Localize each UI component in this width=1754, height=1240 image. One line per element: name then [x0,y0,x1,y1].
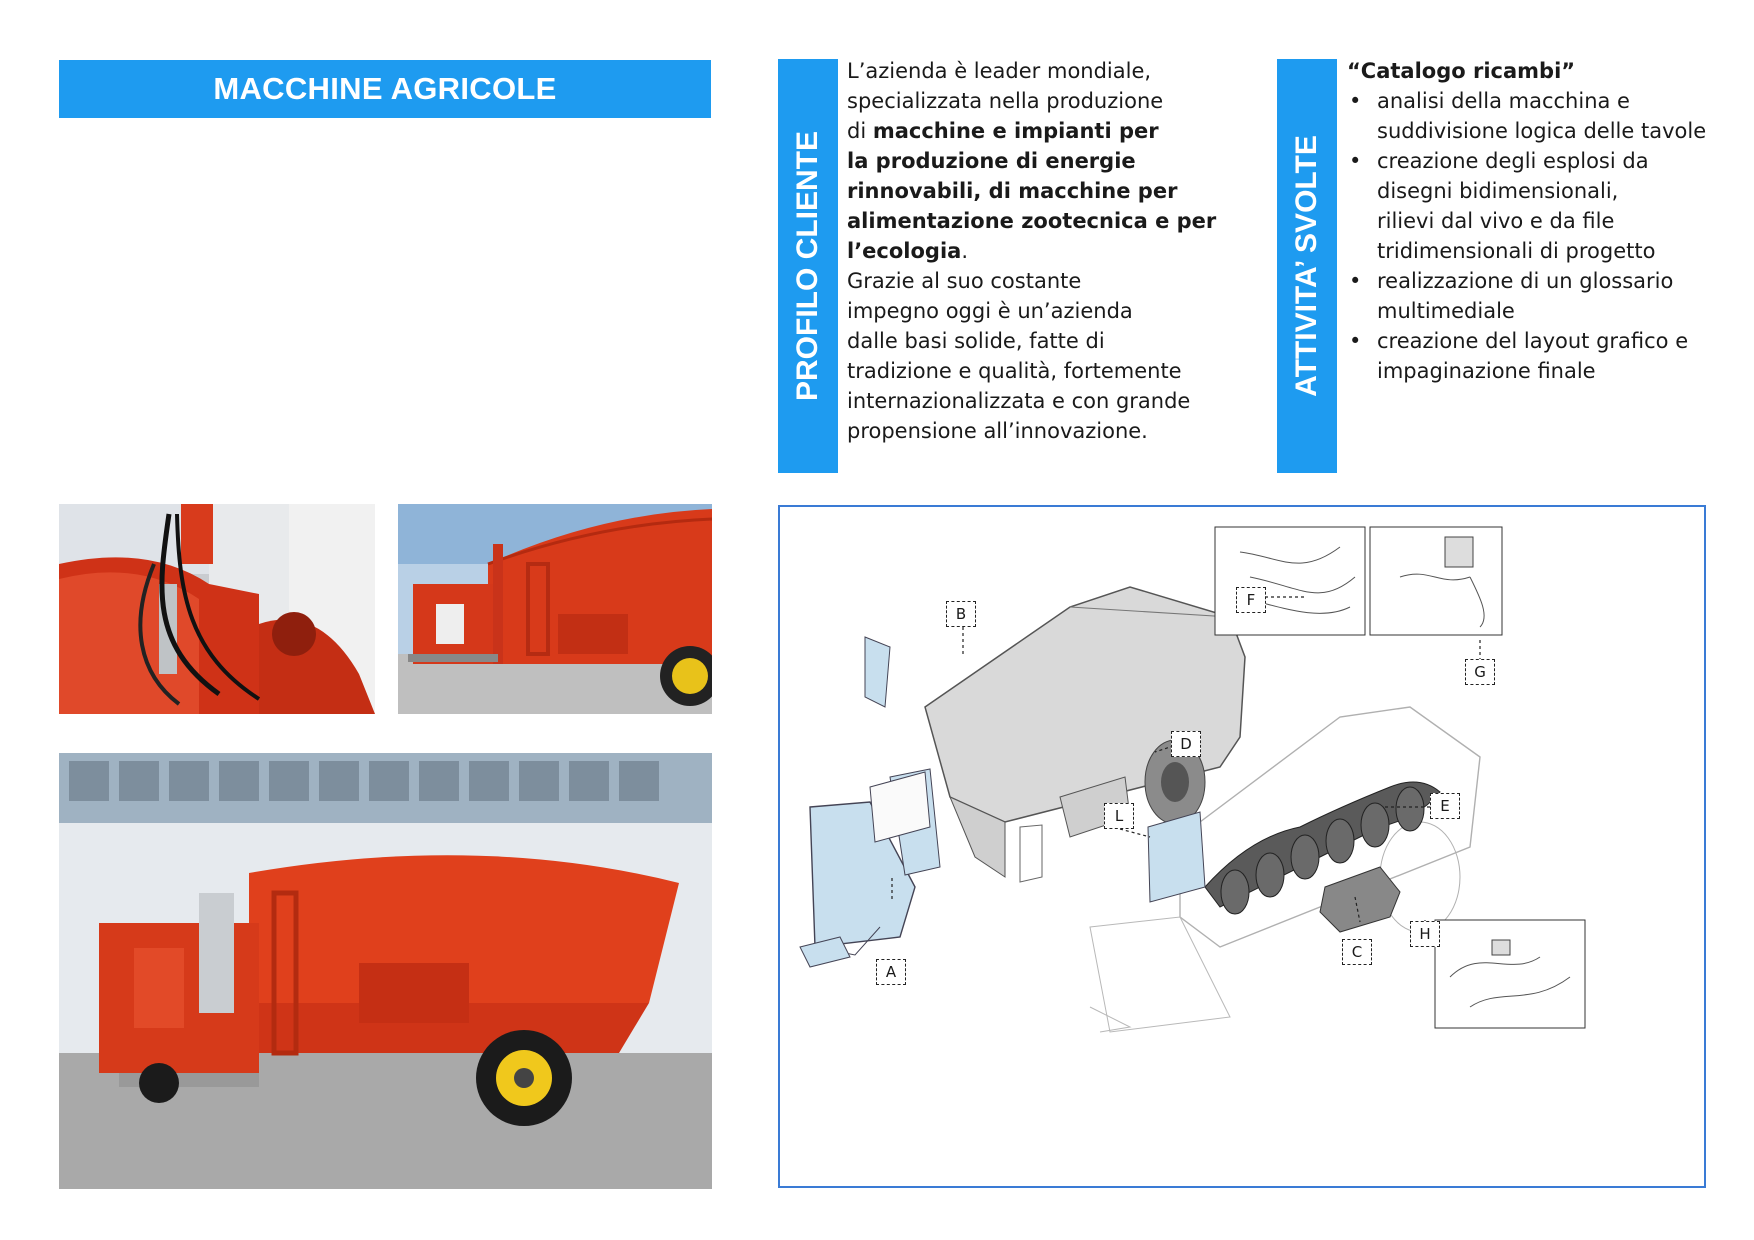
profile-text-run: . [961,239,969,263]
activity-item [1347,266,1747,326]
activity-line: tridimensionali di progetto [1377,239,1656,263]
activities-block [1347,56,1747,386]
profile-tab-label: PROFILO CLIENTE [791,131,824,401]
profile-text-run: la produzione di energie [847,149,1136,173]
activity-line: • creazione del layout grafico e [1377,329,1689,353]
activity-line: • creazione degli esplosi da [1377,149,1649,173]
client-profile-text [847,56,1217,446]
profile-text-run: alimentazione zootecnica e per [847,209,1217,233]
profile-text-run: di [847,119,873,143]
profile-text-run: Grazie al suo costante [847,269,1082,293]
activities-heading: “Catalogo ricambi” [1347,59,1576,83]
profile-text-run: impegno oggi è un’azienda [847,299,1133,323]
activity-line: • realizzazione di un glossario [1377,269,1674,293]
profile-line [847,416,1217,446]
callout-label-b: B [946,601,976,627]
profile-line [847,386,1217,416]
profile-text-run: dalle basi solide, fatte di [847,329,1105,353]
profile-text-run: propensione all’innovazione. [847,419,1148,443]
section-title-bar [59,60,711,118]
profile-tab [778,59,838,473]
profile-text-run: specializzata nella produzione [847,89,1164,113]
profile-line [847,266,1217,296]
profile-line [847,296,1217,326]
profile-line [847,86,1217,116]
callout-label-l: L [1104,803,1134,829]
callout-label-a: A [876,959,906,985]
profile-text-run: L’azienda è leader mondiale, [847,59,1152,83]
activity-line: multimediale [1377,299,1515,323]
photo-machine-side [398,504,712,714]
profile-text-run: internazionalizzata e con grande [847,389,1191,413]
activity-item [1347,86,1747,146]
callout-label-c: C [1342,939,1372,965]
profile-text-run: rinnovabili, di macchine per [847,179,1178,203]
section-title: MACCHINE AGRICOLE [213,71,557,106]
photo-hydraulic-detail [59,504,375,714]
activities-tab-label: ATTIVITA’ SVOLTE [1290,135,1323,397]
profile-line [847,56,1217,86]
activity-line: suddivisione logica delle tavole [1377,119,1707,143]
callout-label-f: F [1236,587,1266,613]
callout-label-d: D [1171,731,1201,757]
profile-line [847,236,1217,266]
exploded-parts-diagram [778,505,1706,1188]
activities-tab [1277,59,1337,473]
activity-item [1347,326,1747,386]
profile-text-run: tradizione e qualità, fortemente [847,359,1182,383]
callout-label-h: H [1410,921,1440,947]
callout-label-e: E [1430,793,1460,819]
profile-line [847,326,1217,356]
profile-line [847,176,1217,206]
activity-item [1347,146,1747,266]
profile-line [847,146,1217,176]
activities-list [1347,86,1747,386]
activity-line: • analisi della macchina e [1377,89,1630,113]
profile-text-run: l’ecologia [847,239,962,263]
profile-line [847,356,1217,386]
callout-label-g: G [1465,659,1495,685]
photo-machine-full [59,753,712,1189]
profile-line [847,206,1217,236]
profile-line [847,116,1217,146]
activity-line: rilievi dal vivo e da file [1377,209,1615,233]
profile-text-run: macchine e impianti per [872,119,1159,143]
activity-line: disegni bidimensionali, [1377,179,1619,203]
activity-line: impaginazione finale [1377,359,1596,383]
